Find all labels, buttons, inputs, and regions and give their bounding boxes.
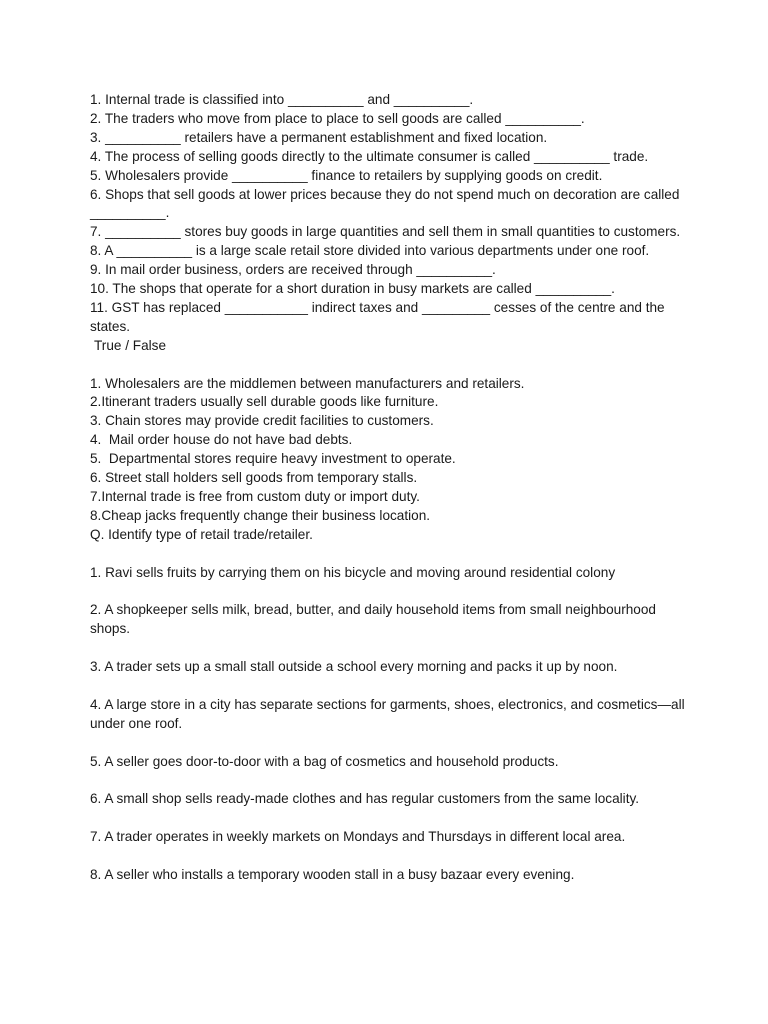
fill-blank-question: 10. The shops that operate for a short duration in busy markets are called __________. [90,281,615,297]
true-false-statement: 2.Itinerant traders usually sell durable goods like furniture. [90,394,439,410]
spacer [90,583,690,602]
true-false-statement: 5. Departmental stores require heavy investment to operate. [90,451,456,467]
identify-scenario: 3. A trader sets up a small stall outside a school every morning and packs it up by noon. [90,659,618,675]
identify-scenario: 8. A seller who installs a temporary wooden stall in a busy bazaar every evening. [90,867,575,883]
identify-scenario: 1. Ravi sells fruits by carrying them on his bicycle and moving around residential colony [90,564,616,580]
identify-scenario: 6. A small shop sells ready-made clothes and has regular customers from the same locality. [90,791,640,807]
fill-blank-question: 2. The traders who move from place to place to sell goods are called __________. [90,110,585,126]
fill-blank-question: 11. GST has replaced ___________ indirect taxes and _________ cesses of the centre and the states. [90,299,669,334]
fill-blank-question: 5. Wholesalers provide __________ finance to retailers by supplying goods on credit. [90,167,603,183]
true-false-heading: True / False [94,337,167,353]
fill-blank-question: 9. In mail order business, orders are received through __________. [90,262,496,278]
true-false-statement: 3. Chain stores may provide credit facilities to customers. [90,413,434,429]
fill-blank-question: 6. Shops that sell goods at lower prices because they do not spend much on decoration are called __________. [90,186,684,221]
fill-blank-question: 3. __________ retailers have a permanent establishment and fixed location. [90,129,548,145]
spacer [90,639,690,658]
spacer [90,545,690,564]
spacer [90,734,690,753]
true-false-statement: 8.Cheap jacks frequently change their business location. [90,507,431,523]
spacer [90,847,690,866]
fill-blank-question: 7. __________ stores buy goods in large quantities and sell them in small quantities to customers. [90,224,681,240]
spacer [90,356,690,375]
true-false-statement: 4. Mail order house do not have bad debts. [90,432,353,448]
true-false-section [90,337,690,526]
fill-blank-question: 8. A __________ is a large scale retail store divided into various departments under one roof. [90,243,650,259]
spacer [90,772,690,791]
identify-scenario: 2. A shopkeeper sells milk, bread, butter, and daily household items from small neighbourhood shops. [90,602,660,637]
identify-scenario: 7. A trader operates in weekly markets on Mondays and Thursdays in different local area. [90,829,626,845]
true-false-statement: 6. Street stall holders sell goods from temporary stalls. [90,470,418,486]
identify-scenario: 4. A large store in a city has separate sections for garments, shoes, electronics, and cosmetics—all under one roof. [90,696,689,731]
true-false-statement: 7.Internal trade is free from custom duty or import duty. [90,489,420,505]
spacer [90,677,690,696]
identify-retail-section [90,526,690,885]
spacer [90,809,690,828]
fill-blank-question: 1. Internal trade is classified into __________ and __________. [90,92,474,107]
worksheet-page [90,91,690,885]
identify-scenario: 5. A seller goes door-to-door with a bag of cosmetics and household products. [90,753,559,769]
fill-in-the-blanks-section [90,91,690,337]
identify-heading: Q. Identify type of retail trade/retailer. [90,526,313,542]
fill-blank-question: 4. The process of selling goods directly to the ultimate consumer is called __________ trade. [90,148,649,164]
true-false-statement: 1. Wholesalers are the middlemen between manufacturers and retailers. [90,375,525,391]
